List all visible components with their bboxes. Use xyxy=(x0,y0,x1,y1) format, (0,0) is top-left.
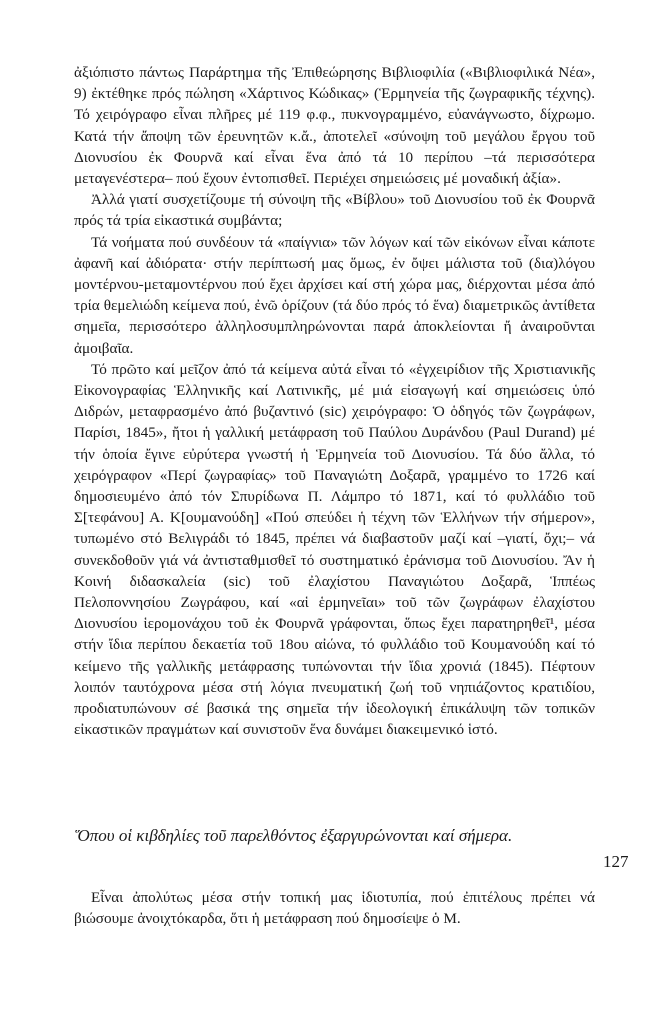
body-text xyxy=(74,62,595,741)
paragraph-3: Τά νοήματα πού συνδέουν τά «παίγνια» τῶν λόγων καί τῶν εἰκόνων εἶναι κάποτε ἀφανῆ καί ἀδιόρατα· στήν περίπτωσή μας ὅμως, ἐν ὄψει μάλιστα τοῦ (δια)λόγου μοντέρνου-μεταμοντέρνου πού ἔχει ἀρχίσει καί στή χώρα μας, διέρχονται μέσα ἀπό τρία θεμελιώδη κείμενα πού, ἐνῶ ὁρίζουν (τά δύο πρός τό ἕνα) διαμετρικῶς ἀντίθετα σημεῖα, περισσότερο ἀλληλοσυμπληρώνονται παρά ἀποκλείονται ἤ ἀναιροῦνται ἀμοιβαῖα. xyxy=(74,233,595,357)
paragraph-2: Ἀλλά γιατί συσχετίζουμε τή σύνοψη τῆς «Βίβλου» τοῦ Διονυσίου τοῦ ἐκ Φουρνᾶ πρός τά τρία εἰκαστικά συμβάντα; xyxy=(74,191,595,230)
page-number: 127 xyxy=(603,852,629,871)
paragraph-4: Τό πρῶτο καί μεῖζον ἀπό τά κείμενα αὐτά εἶναι τό «ἐγχειρίδιον τῆς Χριστιανικῆς Εἰκονογραφίας Ἑλληνικῆς καί Λατινικῆς, μέ μιά εἰσαγωγή καί σημειώσεις ὑπό Διδρών, μεταφρασμένο ἀπό βυζαντινό (sic) χειρόγραφο: Ὁ ὁδηγός τῶν ζωγράφων, Παρίσι, 1845», ἤτοι ἡ γαλλική μετάφραση τοῦ Παύλου Δυράνδου (Paul Durand) μέ τήν ὁποία ἔγινε εὐρύτερα γνωστή ἡ Ἑρμηνεία τοῦ Διονυσίου. Τά δύο ἄλλα, τό χειρόγραφον «Περί ζωγραφίας» τοῦ Παναγιώτη Δοξαρᾶ, γραμμένο το 1726 καί δημοσιευμένο ἀπό τόν Σπυρίδωνα Π. Λάμπρο τό 1871, καί τό φυλλάδιο τοῦ Σ[τεφάνου] Α. Κ[ουμανούδη] «Πού σπεύδει ἡ τέχνη τῶν Ἑλλήνων τήν σήμερον», τυπωμένο στό Βελιγράδι τό 1845, πρέπει νά διαβαστοῦν μαζί καί –γιατί, ὄχι;– νά συνεκδοθοῦν γιά νά ἀντισταθμισθεῖ τό συστηματικό ἐράνισμα τοῦ Διονυσίου. Ἄν ἡ Κοινή διδασκαλεία (sic) τοῦ ἐλαχίστου Παναγιώτου Δοξαρᾶ, Ἱππέως Πελοποννησίου Ζωγράφου, καί «αἱ ἑρμηνεῖαι» τοῦ τῶν ζωγράφων ἐλαχίστου Διονυσίου ἱερομονάχου τοῦ ἐκ Φουρνᾶ γράφονται, ὅπως ἔχει παρατηρηθεῖ¹, μέσα στήν ἴδια περίπου δεκαετία τοῦ 18ου αἰώνα, τό φυλλάδιο τοῦ Κουμανούδη καί τό κείμενο τῆς γαλλικῆς μετάφρασης τυπώνονται τήν ἴδια χρονιά (1845). Πέφτουν λοιπόν ταυτόχρονα μέσα στή λόγια πνευματική ζωή τοῦ νηπιάζοντος κρατιδίου, προδιατυπώνουν σέ βασικά της σημεῖα τήν ἰδεολογική ἐπικάλυψη τῶν τοπικῶν εἰκαστικῶν πραγμάτων καί συνιστοῦν ἕνα δυνάμει διακειμενικό ἱστό. xyxy=(74,360,595,739)
section-heading: Ὅπου οἱ κιβδηλίες τοῦ παρελθόντος ἐξαργυρώνονται καί σήμερα. xyxy=(75,826,513,845)
paragraph-1: ἀξιόπιστο πάντως Παράρτημα τῆς Ἐπιθεώρησης Βιβλιοφιλία («Βιβλιοφιλικά Νέα», 9) ἐκτέθηκε πρός πώληση «Χάρτινος Κώδικας» (Ἑρμηνεία τῆς ζωγραφικῆς τέχνης). Τό χειρόγραφο εἶναι πλῆρες μέ 119 φ.φ., πυκνογραμμένο, εὐανάγνωστο, δίχρωμο. Κατά τήν ἄποψη τῶν ἐρευνητῶν κ.ἄ., ἀποτελεῖ «σύνοψη τοῦ μεγάλου ἔργου τοῦ Διονυσίου ἐκ Φουρνᾶ καί εἶναι ἕνα ἀπό τά 10 περίπου –τά περισσότερα μεταγενέστερα– πού ἔχουν ἐντοπισθεῖ. Περιέχει σημειώσεις μέ μοναδική ἀξία». xyxy=(74,64,595,188)
final-paragraph: Εἶναι ἀπολύτως μέσα στήν τοπική μας ἰδιοτυπία, πού ἐπιτέλους πρέπει νά βιώσουμε ἀνοιχτόκαρδα, ὅτι ἡ μετάφραση πού δημοσίεψε ὁ Μ. xyxy=(74,889,595,928)
